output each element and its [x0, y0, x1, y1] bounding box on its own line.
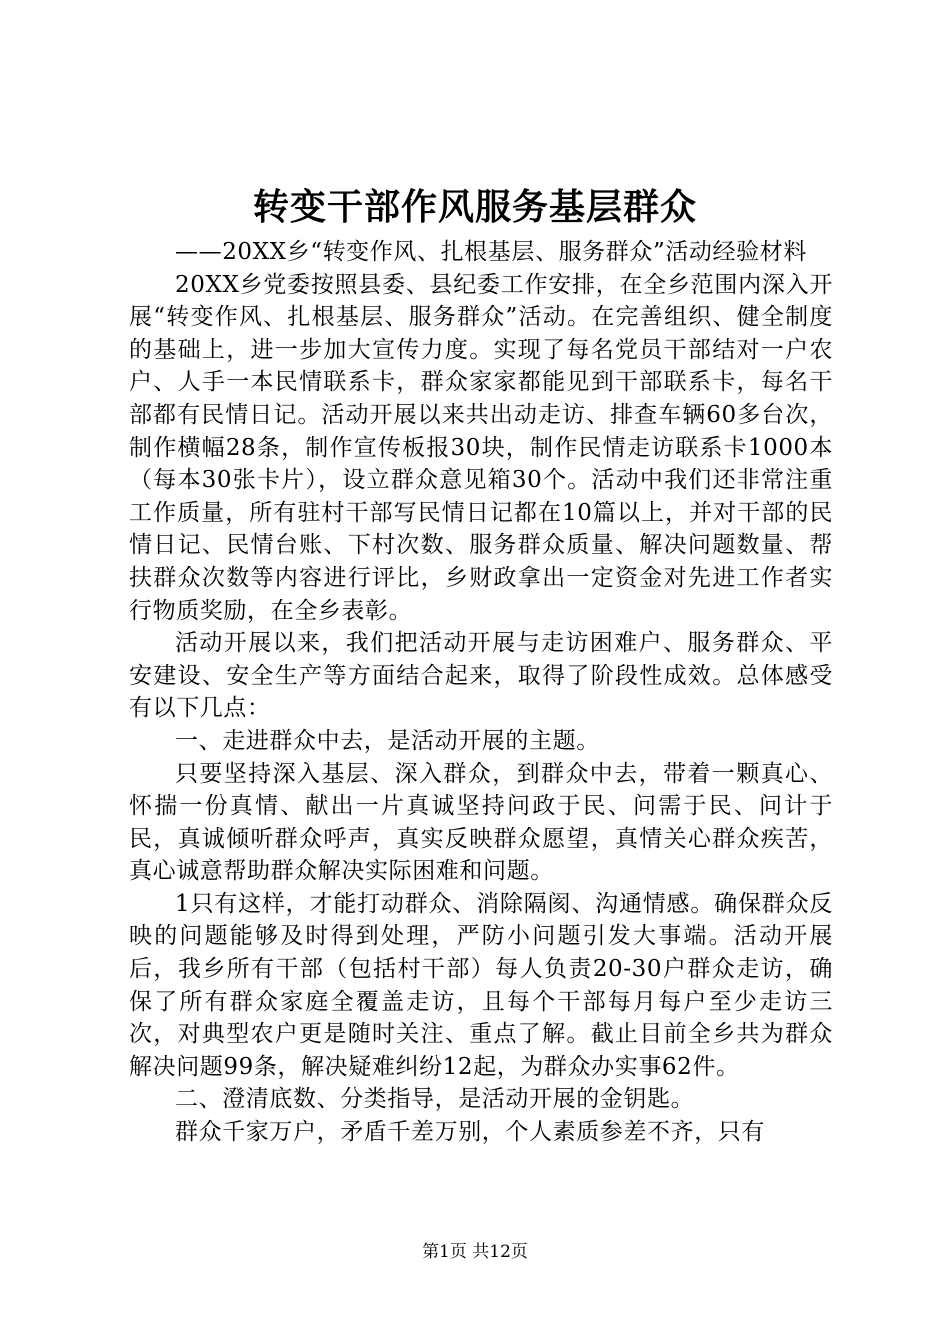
body-paragraph: 20XX乡党委按照县委、县纪委工作安排，在全乡范围内深入开展“转变作风、扎根基层、服务群众”活动。在完善组织、健全制度的基础上，进一步加大宣传力度。实现了每名党员干部结对一户农户、人手一本民情联系卡，群众家家都能见到干部联系卡，每名干部都有民情日记。活动开展以来共出动走访、排查车辆60多台次，制作横幅28条，制作宣传板报30块，制作民情走访联系卡1000本（每本30张卡片），设立群众意见箱30个。活动中我们还非常注重工作质量，所有驻村干部写民情日记都在10篇以上，并对干部的民情日记、民情台账、下村次数、服务群众质量、解决问题数量、帮扶群众次数等内容进行评比，乡财政拿出一定资金对先进工作者实行物质奖励，在全乡表彰。: [129, 271, 833, 624]
section-heading: 二、澄清底数、分类指导，是活动开展的金钥匙。: [175, 1086, 695, 1113]
body-paragraph: 活动开展以来，我们把活动开展与走访困难户、服务群众、平安建设、安全生产等方面结合起来，取得了阶段性成效。总体感受有以下几点：: [129, 630, 833, 722]
page-number-footer: 第1页 共12页: [422, 1242, 528, 1262]
body-paragraph: 只要坚持深入基层、深入群众，到群众中去，带着一颗真心、怀揣一份真情、献出一片真诚坚持问政于民、问需于民、问计于民，真诚倾听群众呼声，真实反映群众愿望，真情关心群众疾苦，真心诚意帮助群众解决实际困难和问题。: [129, 760, 833, 885]
body-paragraph: 群众千家万户，矛盾千差万别，个人素质参差不齐，只有: [175, 1119, 765, 1146]
document-title: 转变干部作风服务基层群众: [252, 186, 697, 228]
subtitle-paragraph: ——20XX乡“转变作风、扎根基层、服务群众”活动经验材料: [175, 239, 807, 265]
section-heading: 一、走进群众中去，是活动开展的主题。: [175, 727, 600, 754]
document-body: [129, 236, 833, 1149]
body-paragraph: 1只有这样，才能打动群众、消除隔阂、沟通情感。确保群众反映的问题能够及时得到处理，严防小问题引发大事端。活动开展后，我乡所有干部（包括村干部）每人负责20-30户群众走访，确保了所有群众家庭全覆盖走访，且每个干部每月每户至少走访三次，对典型农户更是随时关注、重点了解。截止目前全乡共为群众解决问题99条，解决疑难纠纷12起，为群众办实事62件。: [129, 890, 833, 1080]
